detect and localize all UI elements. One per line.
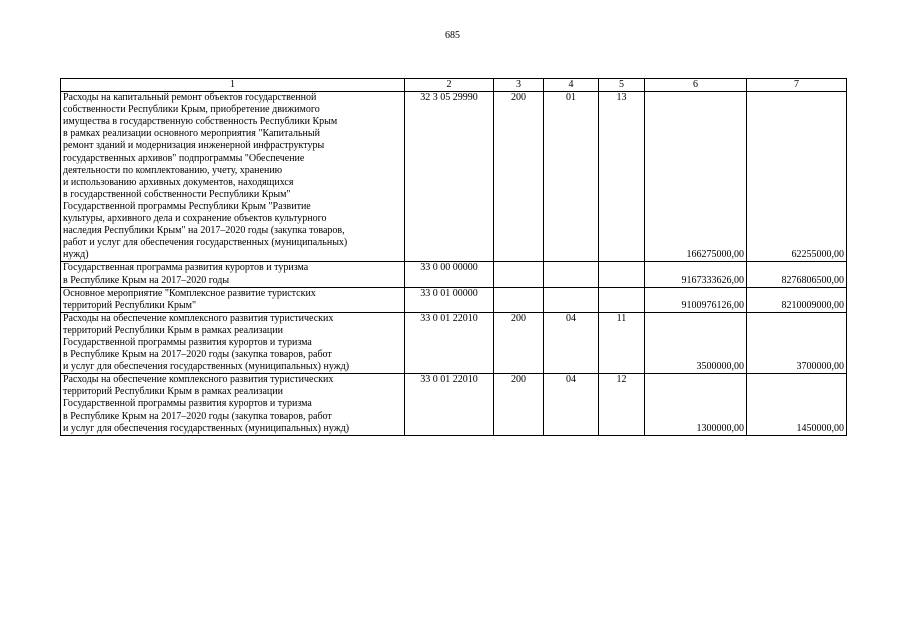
subsection-code: 13 (599, 92, 645, 262)
expense-type (494, 262, 544, 287)
description-line: в Республике Крым на 2017–2020 годы (закупка товаров, работ (63, 349, 332, 361)
description-line: и услуг для обеспечения государственных (муниципальных) нужд) (63, 422, 350, 434)
row-description (61, 287, 405, 312)
page-number: 685 (445, 30, 460, 41)
description-line: в Республике Крым на 2017–2020 годы (закупка товаров, работ (63, 410, 332, 422)
table-row (61, 262, 847, 287)
description-line: Расходы на обеспечение комплексного развития туристических (63, 374, 334, 386)
target-code: 33 0 01 00000 (405, 287, 494, 312)
subsection-code (599, 262, 645, 287)
section-code (544, 262, 599, 287)
description-line: Государственной программы развития курортов и туризма (63, 398, 312, 410)
amount-2019: 1300000,00 (645, 374, 747, 435)
section-code: 04 (544, 374, 599, 435)
expense-type: 200 (494, 92, 544, 262)
expense-type (494, 287, 544, 312)
description-line: и использованию архивных документов, находящихся (63, 176, 294, 188)
column-header: 6 (645, 79, 747, 92)
description-line: территорий Республики Крым в рамках реализации (63, 324, 283, 336)
amount-2019: 166275000,00 (645, 92, 747, 262)
target-code: 33 0 00 00000 (405, 262, 494, 287)
amount-2020: 3700000,00 (747, 312, 847, 373)
row-description (61, 262, 405, 287)
description-line: Государственной программы Республики Крым "Развитие (63, 200, 311, 212)
row-description (61, 312, 405, 373)
description-line: в Республике Крым на 2017–2020 годы (63, 274, 230, 286)
amount-2019: 9100976126,00 (645, 287, 747, 312)
description-line: культуры, архивного дела и сохранение объектов культурного (63, 213, 327, 225)
target-code: 32 3 05 29990 (405, 92, 494, 262)
description-line: наследия Республики Крым" на 2017–2020 годы (закупка товаров, (63, 225, 345, 237)
description-line: ремонт зданий и модернизация инженерной инфраструктуры (63, 140, 325, 152)
table-row (61, 374, 847, 435)
target-code: 33 0 01 22010 (405, 312, 494, 373)
description-line: в рамках реализации основного мероприятия "Капитальный (63, 128, 320, 140)
column-header: 2 (405, 79, 494, 92)
description-line: в государственной собственности Республики Крым" (63, 188, 291, 200)
subsection-code (599, 287, 645, 312)
column-header: 1 (61, 79, 405, 92)
table-row (61, 312, 847, 373)
expense-type: 200 (494, 374, 544, 435)
description-line: Государственной программы развития курортов и туризма (63, 336, 312, 348)
description-line: Расходы на капитальный ремонт объектов государственной (63, 92, 317, 104)
amount-2020: 1450000,00 (747, 374, 847, 435)
section-code (544, 287, 599, 312)
description-line: и услуг для обеспечения государственных (муниципальных) нужд) (63, 361, 350, 373)
budget-table (60, 78, 847, 436)
subsection-code: 11 (599, 312, 645, 373)
expense-type: 200 (494, 312, 544, 373)
amount-2019: 3500000,00 (645, 312, 747, 373)
budget-table-body (61, 79, 847, 436)
column-header: 4 (544, 79, 599, 92)
row-description (61, 374, 405, 435)
description-line: Основное мероприятие "Комплексное развитие туристских (63, 287, 316, 299)
amount-2020: 62255000,00 (747, 92, 847, 262)
column-header: 5 (599, 79, 645, 92)
amount-2020: 8210009000,00 (747, 287, 847, 312)
description-line: имущества в государственную собственность Республики Крым (63, 116, 338, 128)
description-line: территорий Республики Крым в рамках реализации (63, 386, 283, 398)
column-header: 7 (747, 79, 847, 92)
column-header: 3 (494, 79, 544, 92)
section-code: 01 (544, 92, 599, 262)
description-line: собственности Республики Крым, приобретение движимого (63, 104, 320, 116)
subsection-code: 12 (599, 374, 645, 435)
section-code: 04 (544, 312, 599, 373)
amount-2020: 8276806500,00 (747, 262, 847, 287)
table-row (61, 287, 847, 312)
table-row (61, 92, 847, 262)
description-line: деятельности по комплектованию, учету, хранению (63, 164, 283, 176)
description-line: Расходы на обеспечение комплексного развития туристических (63, 312, 334, 324)
description-line: нужд) (63, 249, 89, 261)
target-code: 33 0 01 22010 (405, 374, 494, 435)
description-line: государственных архивов" подпрограммы "Обеспечение (63, 152, 305, 164)
description-line: Государственная программа развития курортов и туризма (63, 262, 309, 274)
row-description (61, 92, 405, 262)
description-line: работ и услуг для обеспечения государственных (муниципальных) (63, 237, 348, 249)
table-header-row (61, 79, 847, 92)
description-line: территорий Республики Крым" (63, 299, 197, 311)
amount-2019: 9167333626,00 (645, 262, 747, 287)
